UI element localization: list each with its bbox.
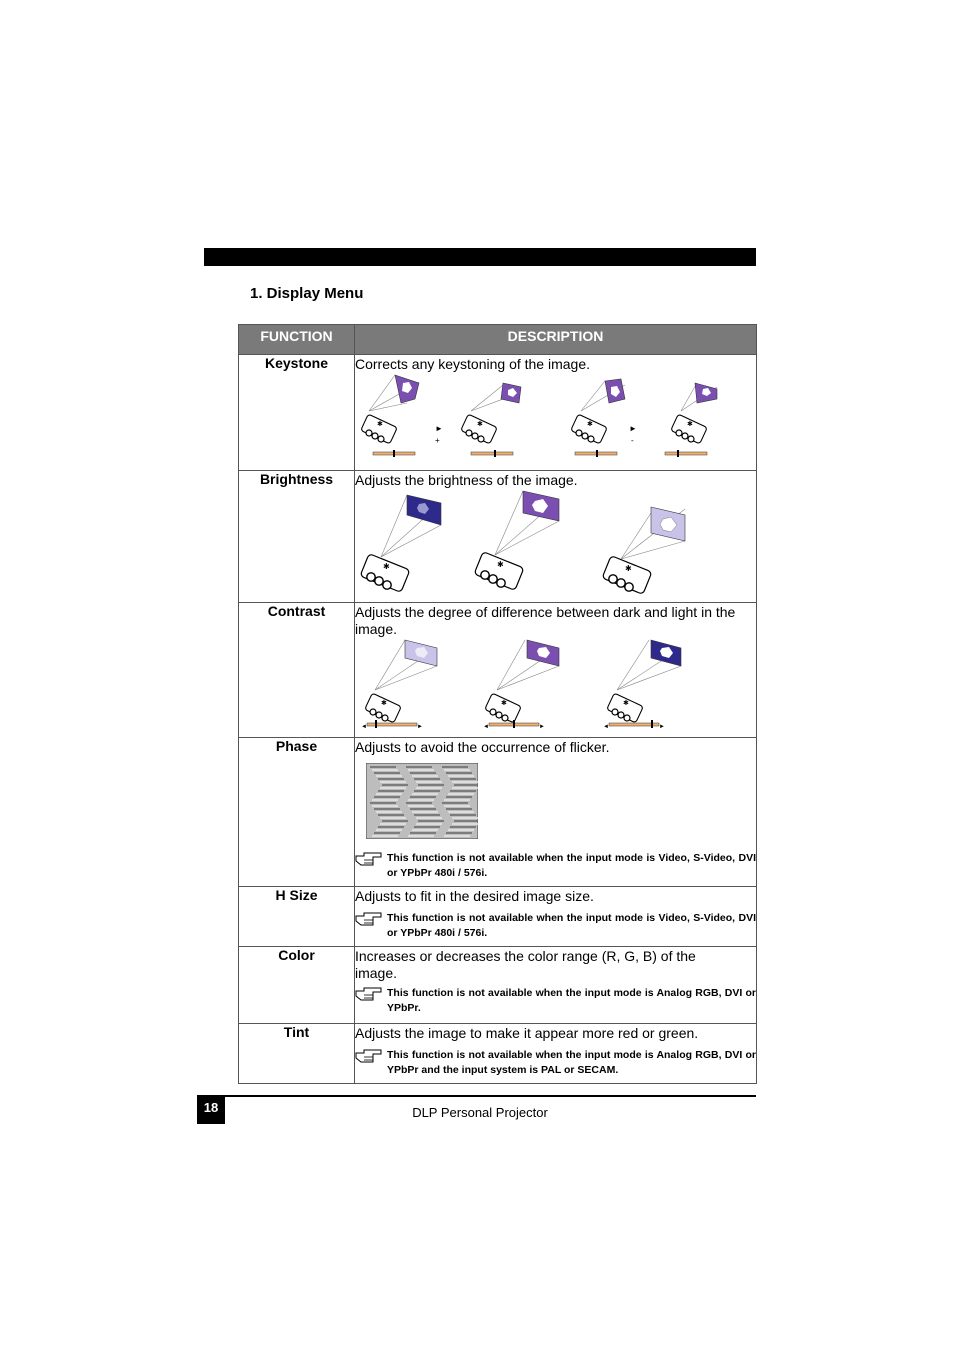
projector-icon <box>361 375 419 457</box>
color-note <box>355 986 756 1016</box>
table-row-h-size <box>239 887 757 947</box>
phase-note <box>355 851 756 881</box>
function-phase: Phase <box>239 738 355 887</box>
description-text: Increases or decreases the color range (R, G, B) of the image. <box>355 948 696 981</box>
pointing-hand-icon <box>355 986 383 1002</box>
note-text: This function is not available when the input mode is Video, S-Video, DVI or YPbPr 480i / 576i. <box>387 852 756 879</box>
function-keystone: Keystone <box>239 355 355 471</box>
projector-icon <box>597 507 685 597</box>
function-contrast: Contrast <box>239 603 355 738</box>
description-text: Adjusts the brightness of the image. <box>355 472 578 488</box>
description-text: Adjusts to avoid the occurrence of flicker. <box>355 739 610 755</box>
description-contrast <box>355 603 757 738</box>
svg-text:►: ► <box>539 724 545 730</box>
svg-text:►: ► <box>659 724 665 730</box>
display-menu-table <box>238 324 757 1084</box>
projector-icon <box>665 383 717 457</box>
pointing-hand-icon <box>355 851 383 867</box>
description-keystone <box>355 355 757 471</box>
projector-icon <box>474 491 559 597</box>
table-row-phase <box>239 738 757 887</box>
brightness-illustration <box>355 489 747 597</box>
keystone-illustration <box>355 373 747 465</box>
function-header: FUNCTION <box>239 325 355 355</box>
function-color: Color <box>239 947 355 1024</box>
pointing-hand-icon <box>355 911 383 927</box>
description-phase <box>355 738 757 887</box>
svg-text:◄: ◄ <box>361 724 367 730</box>
projector-icon <box>461 383 521 457</box>
description-h-size <box>355 887 757 947</box>
note-text: This function is not available when the input mode is Analog RGB, DVI or YPbPr. <box>387 987 756 1014</box>
description-color <box>355 947 757 1024</box>
keystone-minus-label: - <box>631 436 634 445</box>
description-text: Corrects any keystoning of the image. <box>355 356 591 372</box>
footer-product-name: DLP Personal Projector <box>412 1105 548 1120</box>
page-number: 18 <box>197 1095 225 1124</box>
projector-icon <box>571 379 625 457</box>
table-header-row <box>239 325 757 355</box>
description-tint <box>355 1024 757 1084</box>
projector-icon <box>361 640 437 730</box>
note-text: This function is not available when the input mode is Video, S-Video, DVI or YPbPr 480i / 576i. <box>387 912 756 939</box>
table-row-keystone <box>239 355 757 471</box>
table-row-tint <box>239 1024 757 1084</box>
pointing-hand-icon <box>355 1048 383 1064</box>
projector-icon <box>483 640 559 730</box>
function-tint: Tint <box>239 1024 355 1084</box>
svg-text:►: ► <box>435 424 443 433</box>
description-brightness <box>355 471 757 603</box>
projector-icon <box>360 495 441 597</box>
description-text: Adjusts to fit in the desired image size. <box>355 888 594 904</box>
description-header: DESCRIPTION <box>355 325 757 355</box>
table-row-brightness <box>239 471 757 603</box>
table-row-color <box>239 947 757 1024</box>
h-size-note <box>355 911 756 941</box>
flicker-pattern-image <box>366 763 478 839</box>
svg-text:◄: ◄ <box>483 724 489 730</box>
function-brightness: Brightness <box>239 471 355 603</box>
description-text: Adjusts the degree of difference between dark and light in the image. <box>355 604 736 637</box>
table-row-contrast <box>239 603 757 738</box>
section-title: 1. Display Menu <box>250 285 364 302</box>
svg-text:◄: ◄ <box>603 724 609 730</box>
svg-text:►: ► <box>417 724 423 730</box>
svg-text:►: ► <box>629 424 637 433</box>
projector-icon <box>603 640 681 730</box>
note-text: This function is not available when the input mode is Analog RGB, DVI or YPbPr and the input system is PAL or SECAM. <box>387 1049 756 1076</box>
keystone-plus-label: + <box>435 436 440 445</box>
description-text: Adjusts the image to make it appear more red or green. <box>355 1025 699 1041</box>
footer-rule <box>224 1095 756 1097</box>
contrast-illustration <box>355 638 747 732</box>
tint-note <box>355 1048 756 1078</box>
function-h-size: H Size <box>239 887 355 947</box>
header-bar <box>204 248 756 266</box>
